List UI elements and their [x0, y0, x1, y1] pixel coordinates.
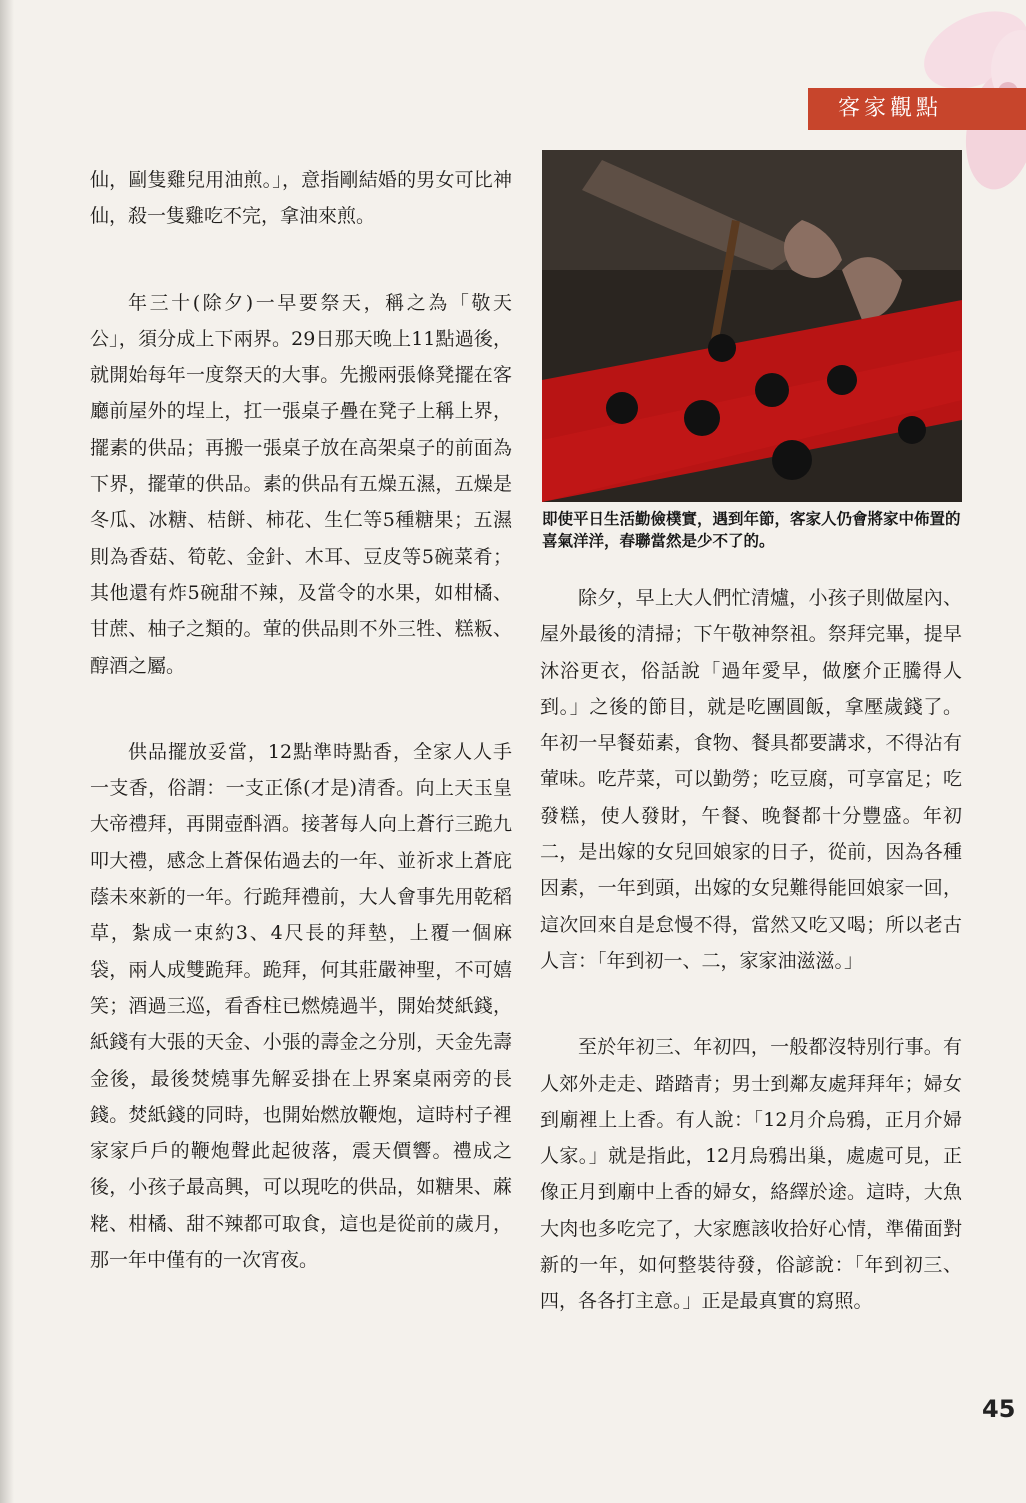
- paragraph: 至於年初三、年初四，一般都沒特別行事。有人郊外走走、踏踏青；男士到鄰友處拜拜年；婦女到廟裡上上香。有人說：「12月介烏鴉，正月介婦人家。」就是指此，12月烏鴉出巢，處處可見，正像正月到廟中上香的婦女，絡繹於途。這時，大魚大肉也多吃完了，大家應該收拾好心情，準備面對新的一年，如何整裝待發，俗諺說：「年到初三、四，各各打主意。」正是最真實的寫照。: [540, 1036, 962, 1313]
- right-text-column: [540, 580, 962, 1320]
- page-binding-shadow: [0, 0, 14, 1503]
- left-text-column: [90, 162, 512, 1278]
- calligraphy-photo: [542, 150, 962, 502]
- paragraph: 供品擺放妥當，12點準時點香，全家人人手一支香，俗謂：一支正係(才是)清香。向上天玉皇大帝禮拜，再開壺酙酒。接著每人向上蒼行三跪九叩大禮，感念上蒼保佑過去的一年、並祈求上蒼庇蔭未來新的一年。行跪拜禮前，大人會事先用乾稻草，紮成一束約3、4尺長的拜墊，上覆一個麻袋，兩人成雙跪拜。跪拜，何其莊嚴神聖，不可嬉笑；酒過三巡，看香柱已燃燒過半，開始焚紙錢，紙錢有大張的天金、小張的壽金之分別，天金先壽金後，最後焚燒事先解妥掛在上界案桌兩旁的長錢。焚紙錢的同時，也開始燃放鞭炮，這時村子裡家家戶戶的鞭炮聲此起彼落，震天價響。禮成之後，小孩子最高興，可以現吃的供品，如糖果、蔴粩、柑橘、甜不辣都可取食，這也是從前的歲月，那一年中僅有的一次宵夜。: [90, 740, 512, 1272]
- paragraph: 年三十(除夕)一早要祭天，稱之為「敬天公」，須分成上下兩界。29日那天晚上11點過後，就開始每年一度祭天的大事。先搬兩張條凳擺在客廳前屋外的埕上，扛一張桌子疊在凳子上稱上界，擺素的供品；再搬一張桌子放在高架桌子的前面為下界，擺葷的供品。素的供品有五燥五濕，五燥是冬瓜、冰糖、桔餅、柿花、生仁等5種糖果；五濕則為香菇、筍乾、金針、木耳、豆皮等5碗菜肴；其他還有炸5碗甜不辣，及當令的水果，如柑橘、甘蔗、柚子之類的。葷的供品則不外三牲、糕粄、醇酒之屬。: [90, 291, 512, 677]
- photo-caption: 即使平日生活勤儉樸實，遇到年節，客家人仍會將家中佈置的喜氣洋洋，春聯當然是少不了的。: [542, 510, 961, 550]
- paragraph-continued: 仙，剾隻雞兒用油煎。」，意指剛結婚的男女可比神仙，殺一隻雞吃不完，拿油來煎。: [90, 169, 512, 228]
- section-header: 客家觀點: [808, 88, 1026, 130]
- paragraph: 除夕，早上大人們忙清爐，小孩子則做屋內、屋外最後的清掃；下午敬神祭祖。祭拜完畢，提早沐浴更衣，俗話說「過年愛早，做麼介正騰得人到。」之後的節目，就是吃團圓飯，拿壓歲錢了。年初一早餐茹素，食物、餐具都要講求，不得沾有葷味。吃芹菜，可以勤勞；吃豆腐，可享富足；吃發糕，使人發財，午餐、晚餐都十分豐盛。年初二，是出嫁的女兒回娘家的日子，從前，因為各種因素，一年到頭，出嫁的女兒難得能回娘家一回，這次回來自是怠慢不得，當然又吃又喝；所以老古人言：「年到初一、二，家家油滋滋。」: [540, 587, 962, 972]
- page-number: 45: [982, 1395, 1016, 1423]
